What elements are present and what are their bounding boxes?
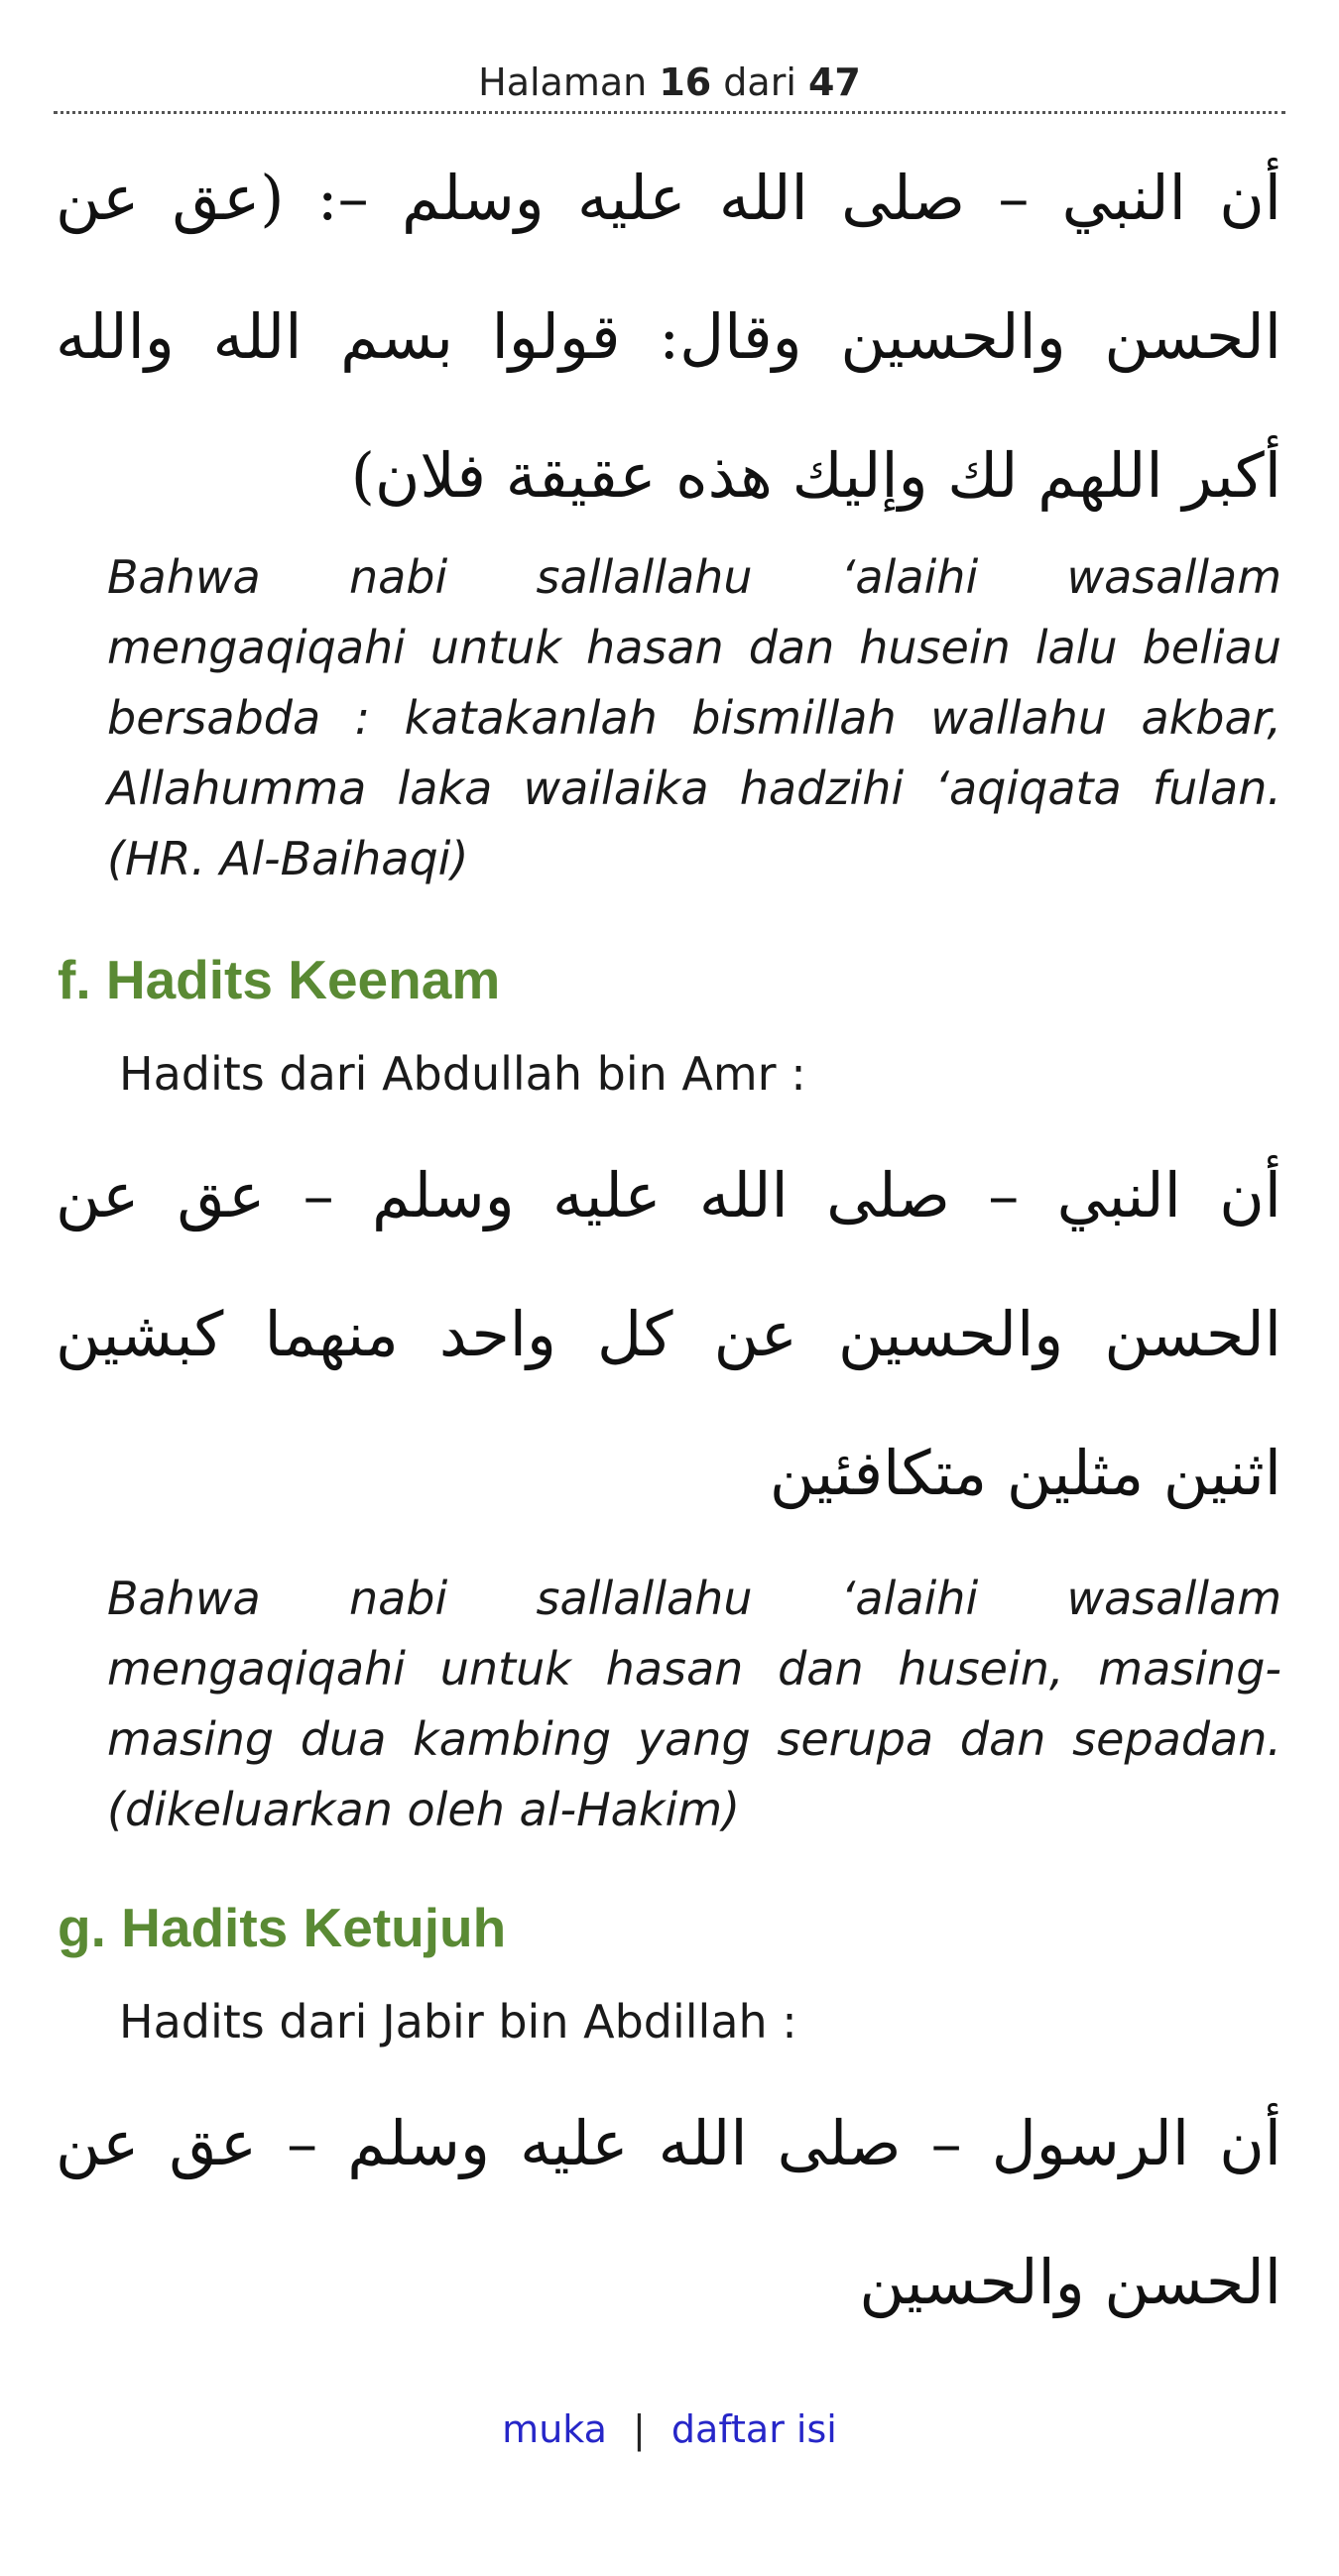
footer-navigation [0,2404,1339,2454]
arabic-hadith-text-1: أن النبي – صلى الله عليه وسلم –: (عق عن الحسن والحسين وقال: قولوا بسم الله والله أكبر اللهم لك وإليك هذه عقيقة فلان) [56,162,1281,512]
header-divider [54,111,1285,114]
hadith-intro-f: Hadits dari Abdullah bin Amr : [119,1047,806,1101]
translation-text-2: Bahwa nabi sallallahu ‘alaihi wasallam mengaqiqahi untuk hasan dan husein, masing-masing dua kambing yang serupa dan sepadan. (dikeluarkan oleh al-Hakim) [107,1572,1281,1836]
section-heading-f: f. Hadits Keenam [58,949,501,1010]
page-header [54,58,1285,107]
home-link[interactable]: muka [502,2407,607,2451]
table-of-contents-link[interactable]: daftar isi [670,2407,837,2451]
arabic-hadith-text-2: أن النبي – صلى الله عليه وسلم – عق عن الحسن والحسين عن كل واحد منهما كبشين اثنين مثلين متكافئين [56,1159,1281,1509]
current-page-number: 16 [659,60,712,104]
footer-separator: | [633,2407,646,2451]
translation-text-1: Bahwa nabi sallallahu ‘alaihi wasallam mengaqiqahi untuk hasan dan husein lalu beliau bersabda : katakanlah bismillah wallahu akbar, Allahumma laka wailaika hadzihi ‘aqiqata fulan. (HR. Al-Baihaqi) [107,550,1281,885]
total-pages-number: 47 [807,60,861,104]
page-of-label: dari [723,60,796,104]
page-prefix: Halaman [478,60,648,104]
arabic-hadith-text-3: أن الرسول – صلى الله عليه وسلم – عق عن الحسن والحسين [56,2107,1281,2318]
hadith-intro-g: Hadits dari Jabir bin Abdillah : [119,1995,797,2049]
section-heading-g: g. Hadits Ketujuh [58,1897,507,1958]
